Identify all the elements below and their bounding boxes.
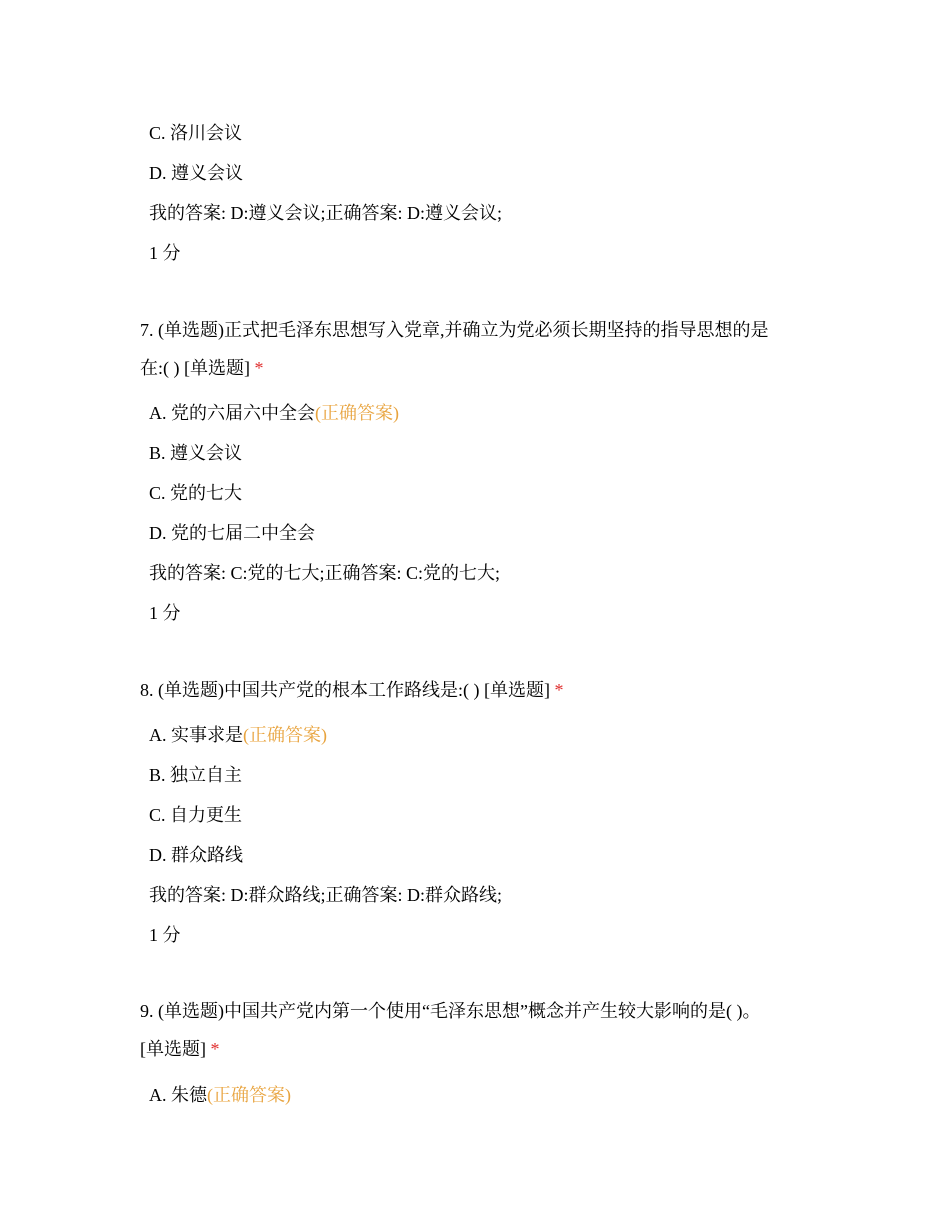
my-answer: 我的答案: C:党的七大;正确答案: C:党的七大;: [149, 563, 501, 583]
option-d: [149, 161, 243, 185]
option-c: [149, 803, 242, 827]
correct-answer-tag: (正确答案): [315, 403, 399, 423]
question-type: 在:( ) [单选题]: [140, 358, 250, 378]
option-d: [149, 843, 243, 867]
option-text: C. 自力更生: [149, 805, 243, 825]
option-text: B. 独立自主: [149, 765, 243, 785]
option-text: C. 洛川会议: [149, 123, 243, 143]
correct-answer-tag: (正确答案): [207, 1085, 291, 1105]
option-b: [149, 763, 242, 787]
question-type: [单选题]: [140, 1039, 206, 1059]
option-a: [149, 401, 399, 425]
required-mark: *: [210, 1039, 220, 1059]
option-text: A. 党的六届六中全会: [149, 403, 315, 423]
option-text: A. 朱德: [149, 1085, 207, 1105]
option-c: [149, 121, 242, 145]
question-title-continued: [140, 356, 263, 380]
option-text: D. 群众路线: [149, 845, 243, 865]
required-mark: *: [554, 680, 564, 700]
score: 1 分: [149, 243, 181, 263]
question-text: 8. (单选题)中国共产党的根本工作路线是:( ) [单选题]: [140, 680, 550, 700]
my-answer: 我的答案: D:遵义会议;正确答案: D:遵义会议;: [149, 203, 503, 223]
question-title: 7. (单选题)正式把毛泽东思想写入党章,并确立为党必须长期坚持的指导思想的是: [140, 320, 769, 340]
question-title: [140, 678, 563, 702]
question-title-continued: [140, 1037, 220, 1061]
option-c: [149, 481, 242, 505]
option-a: [149, 1083, 291, 1107]
option-a: [149, 723, 327, 747]
correct-answer-tag: (正确答案): [243, 725, 327, 745]
my-answer: 我的答案: D:群众路线;正确答案: D:群众路线;: [149, 885, 503, 905]
option-text: B. 遵义会议: [149, 443, 243, 463]
option-b: [149, 441, 242, 465]
option-d: [149, 521, 315, 545]
option-text: D. 遵义会议: [149, 163, 243, 183]
option-text: A. 实事求是: [149, 725, 243, 745]
question-title: 9. (单选题)中国共产党内第一个使用“毛泽东思想”概念并产生较大影响的是( )。: [140, 1001, 761, 1021]
option-text: C. 党的七大: [149, 483, 243, 503]
score: 1 分: [149, 925, 181, 945]
score: 1 分: [149, 603, 181, 623]
option-text: D. 党的七届二中全会: [149, 523, 315, 543]
required-mark: *: [254, 358, 264, 378]
